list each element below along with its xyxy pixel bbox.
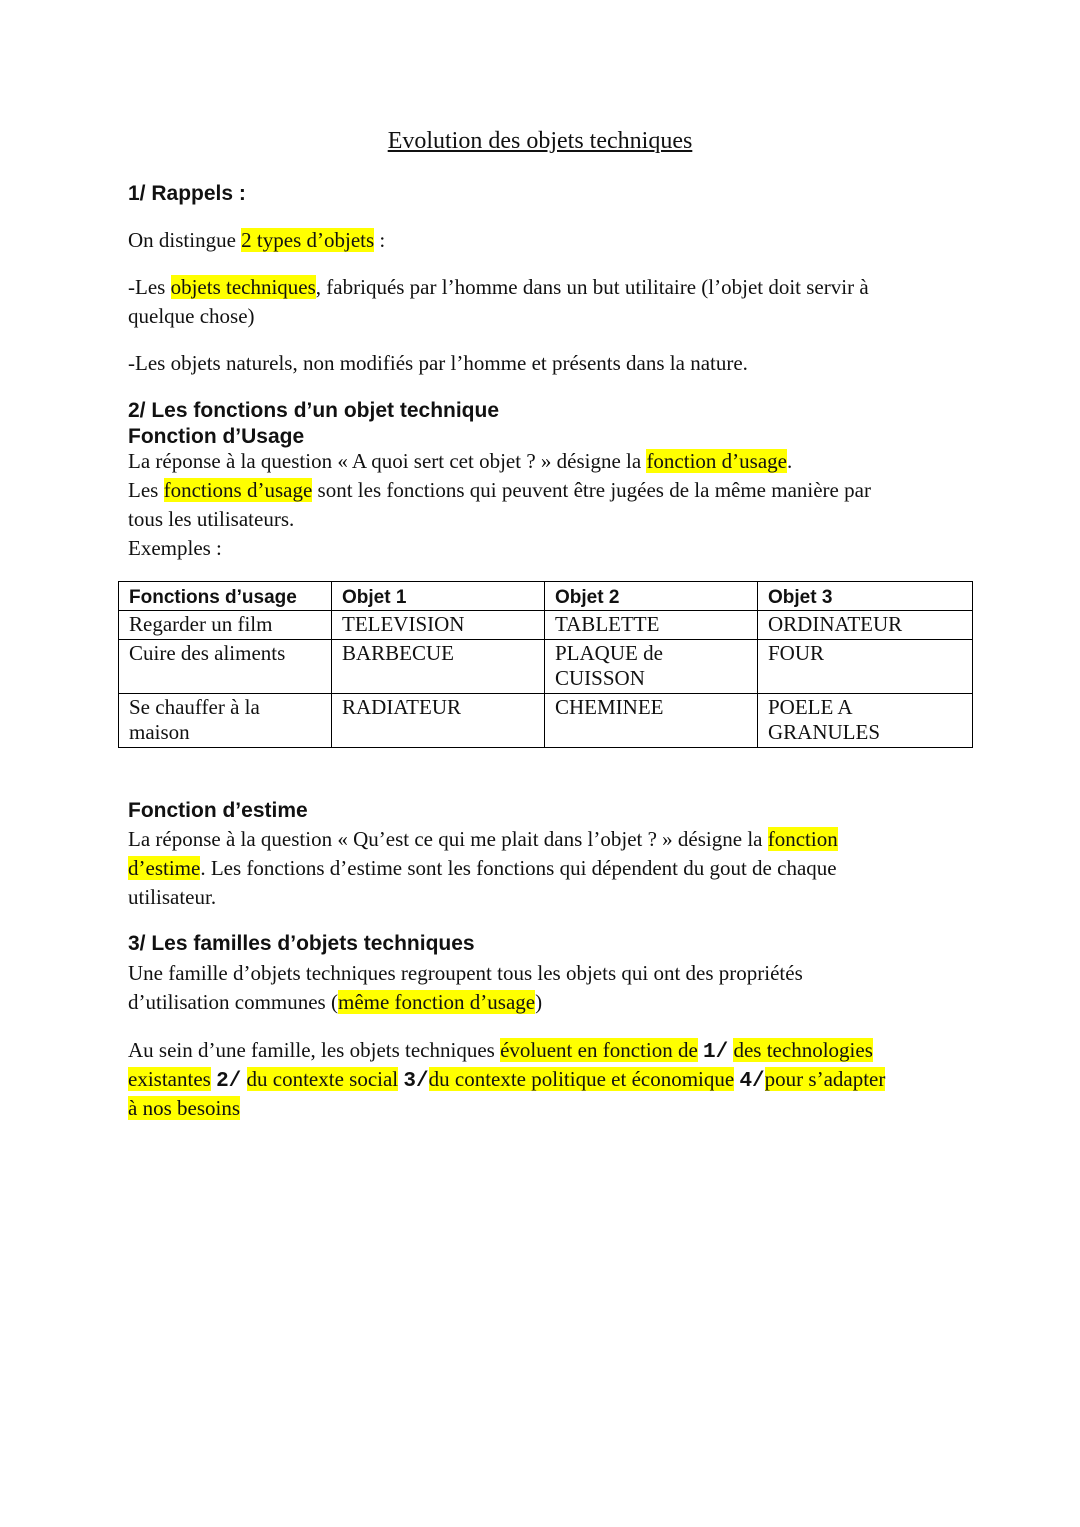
section-3-heading: 3/ Les familles d’objets techniques	[128, 932, 475, 955]
paragraph-objets-techniques-cont: quelque chose)	[128, 304, 255, 328]
highlight: évoluent en fonction de	[500, 1038, 698, 1062]
family-paragraph-1: Une famille d’objets techniques regroupent tous les objets qui ont des propriétés	[128, 961, 803, 985]
table-cell: BARBECUE	[332, 640, 545, 694]
table-cell: TELEVISION	[332, 611, 545, 640]
usage-paragraph-2-cont: tous les utilisateurs.	[128, 507, 295, 531]
estime-paragraph-2: d’estime. Les fonctions d’estime sont les fonctions qui dépendent du gout de chaque	[128, 856, 837, 880]
highlight: fonction	[767, 827, 838, 851]
table-cell: CHEMINEE	[545, 694, 758, 748]
usage-heading: Fonction d’Usage	[128, 425, 305, 448]
highlight: du contexte politique et économique	[428, 1067, 735, 1091]
paragraph-objets-techniques: -Les objets techniques, fabriqués par l’homme dans un but utilitaire (l’objet doit servir à	[128, 275, 869, 299]
table-cell: Se chauffer à la maison	[119, 694, 332, 748]
highlight: d’estime	[128, 856, 201, 880]
family-paragraph-2: d’utilisation communes (même fonction d’usage)	[128, 990, 543, 1014]
highlight: pour s’adapter	[764, 1067, 886, 1091]
table-cell: RADIATEUR	[332, 694, 545, 748]
highlight: fonctions d’usage	[163, 478, 313, 502]
estime-heading: Fonction d’estime	[128, 799, 308, 822]
document-title: Evolution des objets techniques	[387, 128, 693, 154]
evolution-paragraph-2: existantes 2/ du contexte social 3/du contexte politique et économique 4/pour s’adapter	[128, 1067, 886, 1093]
highlight: du contexte social	[246, 1067, 399, 1091]
table-header-cell: Objet 3	[758, 582, 973, 611]
table-row	[119, 611, 973, 640]
usage-functions-table	[118, 581, 973, 748]
section-2-heading: 2/ Les fonctions d’un objet technique	[128, 399, 500, 422]
usage-paragraph-1: La réponse à la question « A quoi sert cet objet ? » désigne la fonction d’usage.	[128, 449, 793, 473]
table-header-cell: Fonctions d’usage	[119, 582, 332, 611]
highlight: existantes	[128, 1067, 211, 1091]
estime-paragraph-3: utilisateur.	[128, 885, 217, 909]
section-1-heading: 1/ Rappels :	[128, 182, 246, 205]
estime-paragraph-1: La réponse à la question « Qu’est ce qui me plait dans l’objet ? » désigne la fonction	[128, 827, 838, 851]
table-row	[119, 640, 973, 694]
highlight: des technologies	[733, 1038, 873, 1062]
table-header-row	[119, 582, 973, 611]
evolution-paragraph-3	[128, 1096, 240, 1121]
table-header-cell: Objet 2	[545, 582, 758, 611]
paragraph-two-types: On distingue 2 types d’objets :	[128, 228, 386, 252]
highlight: même fonction d’usage	[337, 990, 536, 1014]
table-cell: Regarder un film	[119, 611, 332, 640]
table-cell: FOUR	[758, 640, 973, 694]
table-cell: ORDINATEUR	[758, 611, 973, 640]
usage-paragraph-2: Les fonctions d’usage sont les fonctions qui peuvent être jugées de la même manière par	[128, 478, 871, 502]
highlight: à nos besoins	[128, 1096, 240, 1120]
table-cell: Cuire des aliments	[119, 640, 332, 694]
highlight: 2 types d’objets	[241, 228, 375, 252]
examples-label: Exemples :	[128, 536, 222, 560]
paragraph-objets-naturels: -Les objets naturels, non modifiés par l’homme et présents dans la nature.	[128, 351, 748, 375]
table-cell: TABLETTE	[545, 611, 758, 640]
table-cell: POELE A GRANULES	[758, 694, 973, 748]
table-row	[119, 694, 973, 748]
highlight: fonction d’usage	[646, 449, 787, 473]
evolution-paragraph-1: Au sein d’une famille, les objets techniques évoluent en fonction de 1/ des technologies	[128, 1038, 873, 1064]
table-cell: PLAQUE de CUISSON	[545, 640, 758, 694]
table-header-cell: Objet 1	[332, 582, 545, 611]
highlight: objets techniques	[170, 275, 316, 299]
